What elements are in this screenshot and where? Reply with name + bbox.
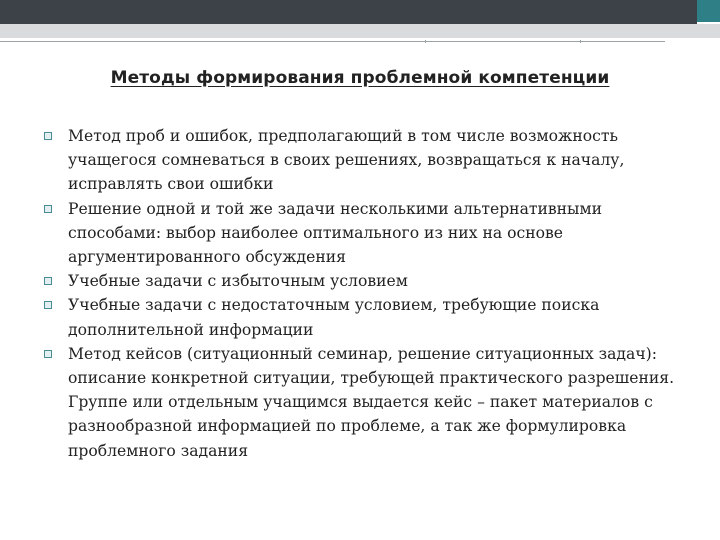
- header-dark-bar: [0, 0, 697, 24]
- header-rule-tick: [580, 40, 581, 43]
- list-item: [44, 197, 684, 270]
- list-item-text: Учебные задачи с избыточным условием: [68, 272, 408, 291]
- list-item-text: Решение одной и той же задачи несколькими альтернативными способами: выбор наиболее оптимального из них на основе аргументированного обсуждения: [68, 199, 602, 267]
- header-teal-cap: [697, 0, 720, 22]
- slide-title: Методы формирования проблемной компетенции: [110, 68, 610, 88]
- bullet-marker-icon: [44, 277, 52, 285]
- header-gray-band: [0, 24, 720, 38]
- bullet-marker-icon: [44, 301, 52, 309]
- list-item: [44, 293, 684, 341]
- header-rule-tick: [425, 40, 426, 43]
- list-item: [44, 124, 684, 197]
- list-item-text: Метод проб и ошибок, предполагающий в том числе возможность учащегося сомневаться в своих решениях, возвращаться к началу, исправлять свои ошибки: [68, 127, 625, 194]
- header-rule: [0, 41, 665, 42]
- list-item: [44, 342, 684, 463]
- list-item-text: Метод кейсов (ситуационный семинар, решение ситуационных задач): описание конкретной ситуации, требующей практического разрешения. Группе или отдельным учащимся выдается кейс – пакет материалов с разнообразной информацией по проблеме, а так же формулировка проблемного задания: [68, 344, 675, 460]
- bullet-list: [44, 124, 684, 463]
- bullet-marker-icon: [44, 132, 52, 140]
- bullet-marker-icon: [44, 350, 52, 358]
- list-item-text: Учебные задачи с недостаточным условием, требующие поиска дополнительной информации: [68, 296, 600, 339]
- bullet-marker-icon: [44, 205, 52, 213]
- list-item: [44, 269, 684, 293]
